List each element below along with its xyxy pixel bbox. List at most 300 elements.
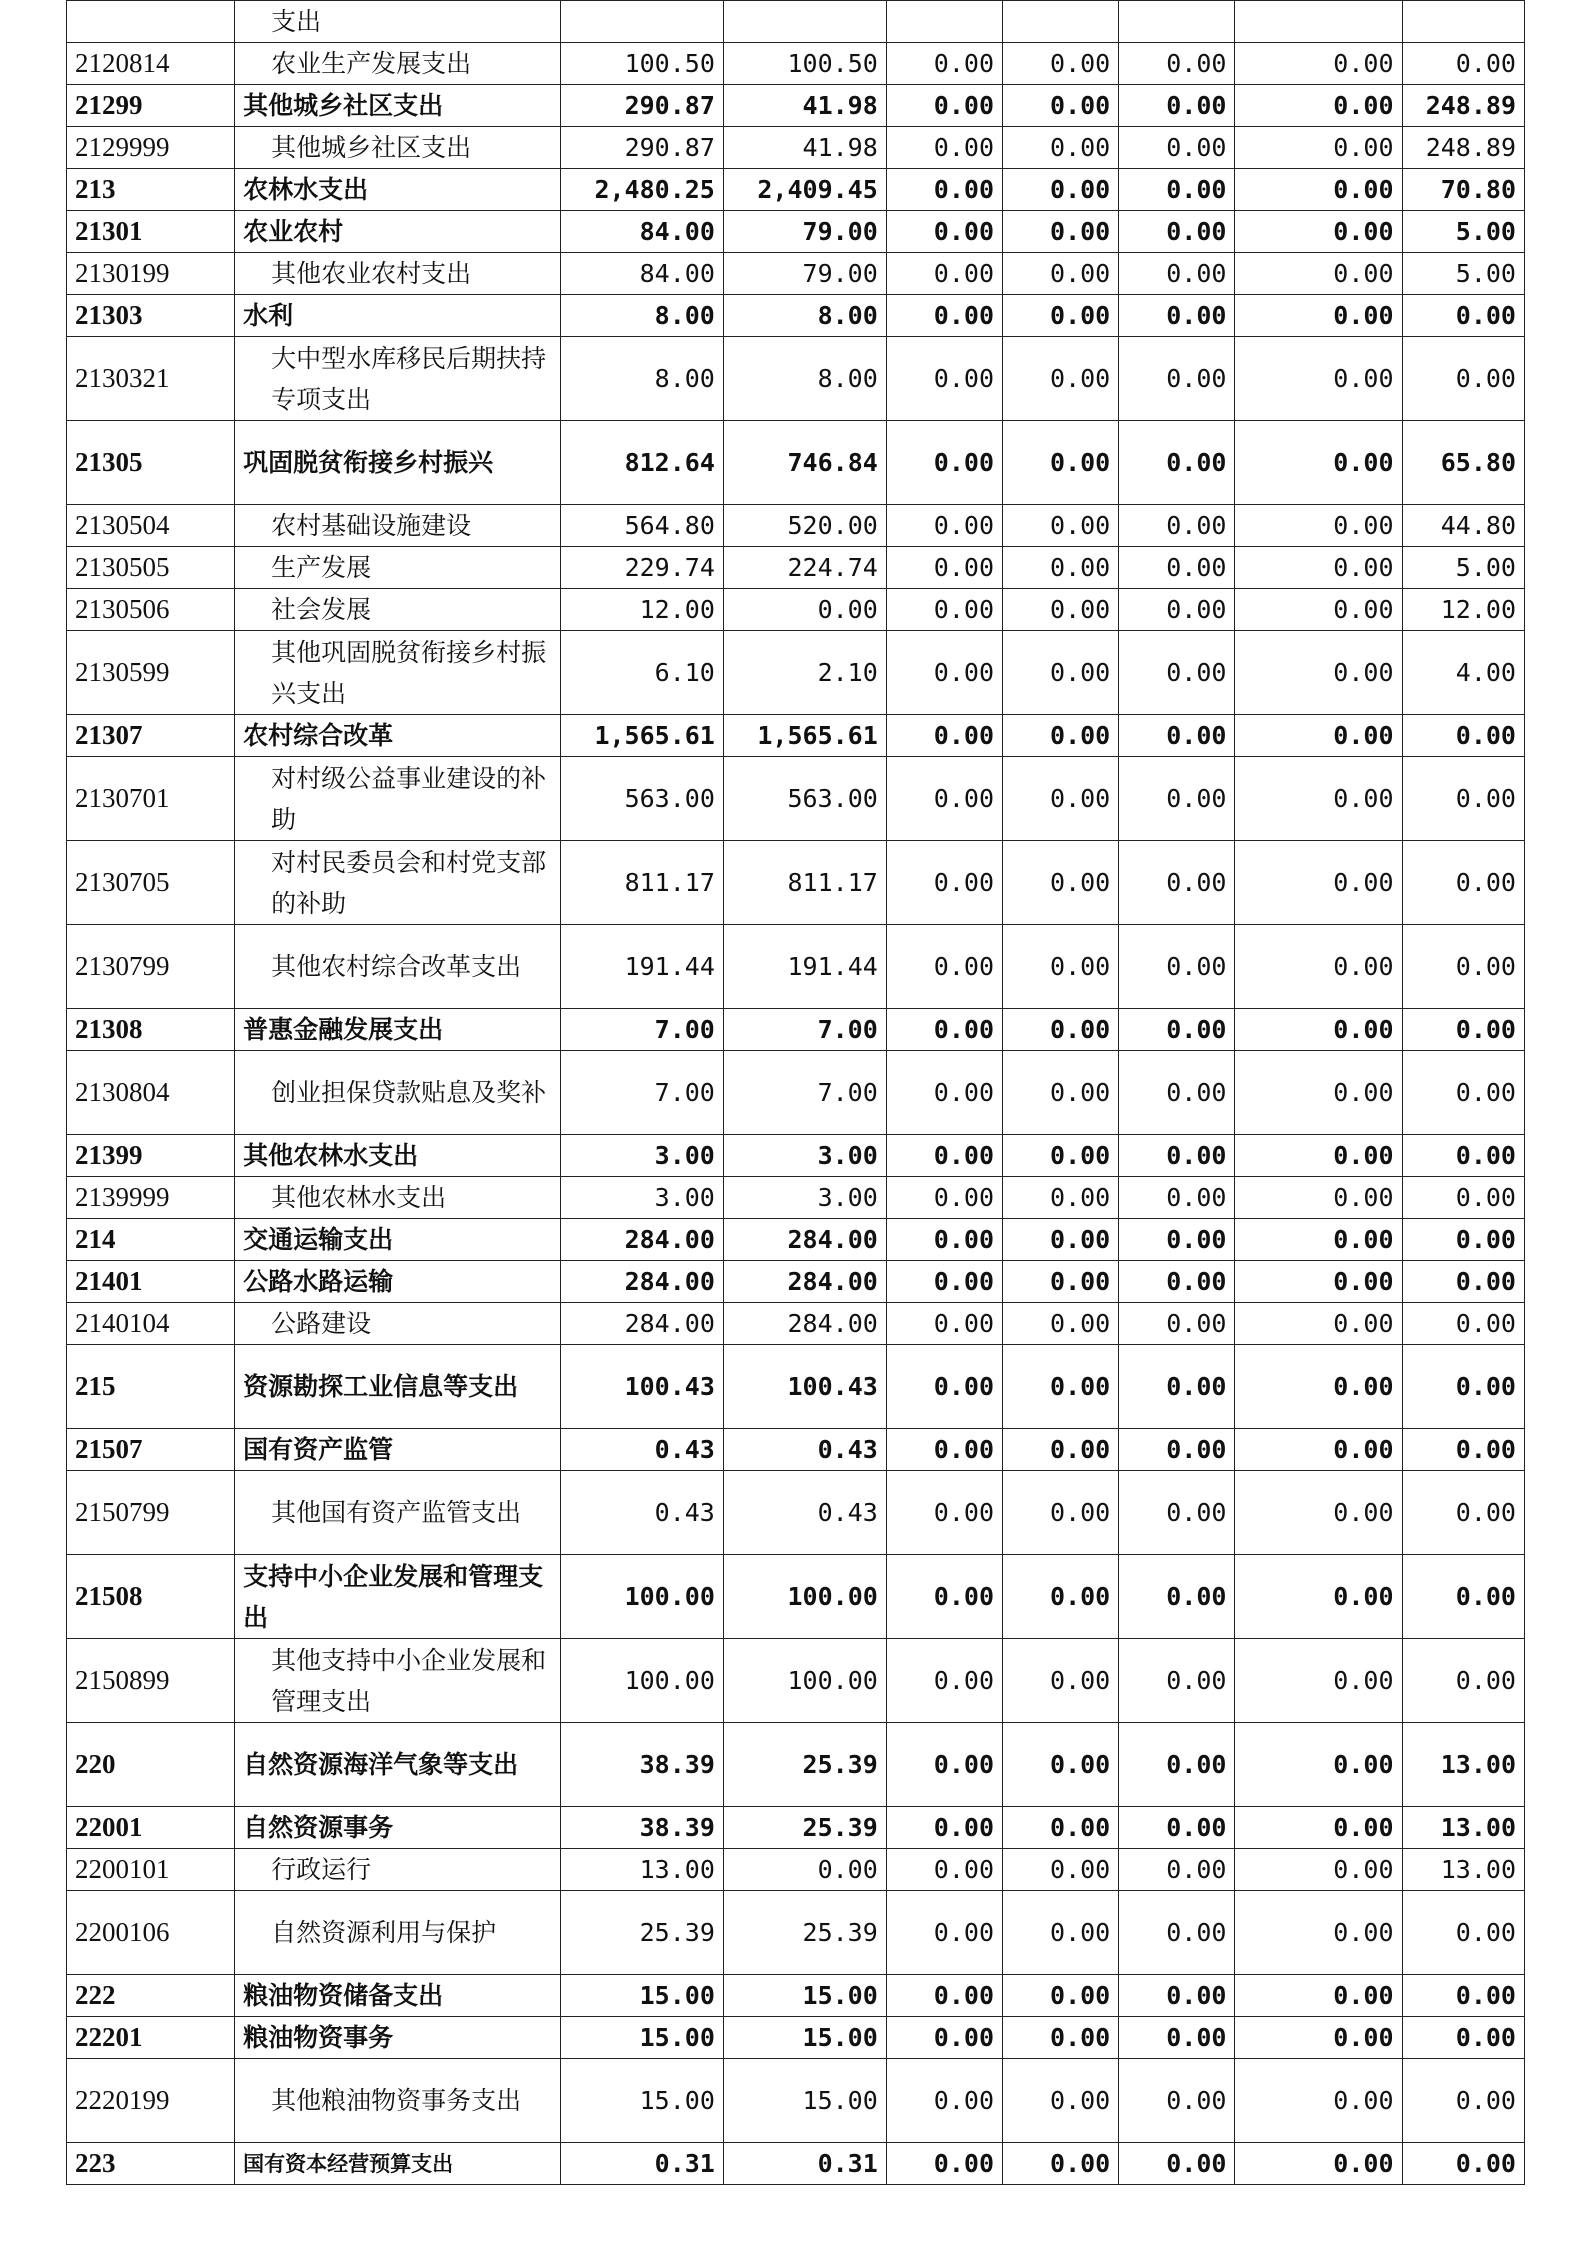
table-row (67, 715, 1525, 757)
table-row (67, 1975, 1525, 2017)
row-code: 21401 (67, 1261, 235, 1303)
cell-col7: 0.00 (1402, 1261, 1524, 1303)
cell-col6: 0.00 (1235, 1807, 1402, 1849)
cell-col2: 41.98 (723, 85, 886, 127)
table-row (67, 1177, 1525, 1219)
cell-col2: 0.00 (723, 589, 886, 631)
row-code: 2150899 (67, 1639, 235, 1723)
cell-col4: 0.00 (1003, 421, 1119, 505)
table-row (67, 421, 1525, 505)
cell-col7: 0.00 (1402, 1891, 1524, 1975)
cell-col2: 15.00 (723, 2059, 886, 2143)
cell-col5: 0.00 (1119, 127, 1235, 169)
cell-col2: 563.00 (723, 757, 886, 841)
row-code: 2200106 (67, 1891, 235, 1975)
cell-col3: 0.00 (886, 1471, 1002, 1555)
cell-col6 (1235, 1, 1402, 43)
cell-col5: 0.00 (1119, 1219, 1235, 1261)
cell-col6: 0.00 (1235, 1429, 1402, 1471)
cell-col2: 191.44 (723, 925, 886, 1009)
cell-col2: 284.00 (723, 1219, 886, 1261)
table-row (67, 547, 1525, 589)
table-row (67, 841, 1525, 925)
cell-col7: 44.80 (1402, 505, 1524, 547)
cell-col6: 0.00 (1235, 1345, 1402, 1429)
cell-col3: 0.00 (886, 1303, 1002, 1345)
cell-col2: 0.31 (723, 2143, 886, 2185)
cell-col4: 0.00 (1003, 589, 1119, 631)
cell-col2: 100.50 (723, 43, 886, 85)
row-code: 21301 (67, 211, 235, 253)
row-name: 其他国有资产监管支出 (235, 1471, 561, 1555)
cell-total: 15.00 (560, 2017, 723, 2059)
cell-col5: 0.00 (1119, 337, 1235, 421)
cell-total: 100.00 (560, 1555, 723, 1639)
cell-col6: 0.00 (1235, 1177, 1402, 1219)
row-name: 农业农村 (235, 211, 561, 253)
cell-col5: 0.00 (1119, 2059, 1235, 2143)
cell-col4: 0.00 (1003, 1471, 1119, 1555)
row-name: 粮油物资事务 (235, 2017, 561, 2059)
cell-col5: 0.00 (1119, 1975, 1235, 2017)
row-name: 公路水路运输 (235, 1261, 561, 1303)
cell-total: 563.00 (560, 757, 723, 841)
cell-total: 564.80 (560, 505, 723, 547)
cell-total: 13.00 (560, 1849, 723, 1891)
row-name: 自然资源利用与保护 (235, 1891, 561, 1975)
cell-col2: 2,409.45 (723, 169, 886, 211)
cell-col6: 0.00 (1235, 43, 1402, 85)
row-name: 资源勘探工业信息等支出 (235, 1345, 561, 1429)
cell-col7: 5.00 (1402, 253, 1524, 295)
cell-col4: 0.00 (1003, 211, 1119, 253)
cell-col3: 0.00 (886, 925, 1002, 1009)
cell-col3: 0.00 (886, 547, 1002, 589)
cell-total: 8.00 (560, 337, 723, 421)
cell-col7 (1402, 1, 1524, 43)
row-name: 对村级公益事业建设的补助 (235, 757, 561, 841)
cell-col7: 0.00 (1402, 1345, 1524, 1429)
table-row (67, 925, 1525, 1009)
row-code: 2130799 (67, 925, 235, 1009)
cell-col2: 8.00 (723, 295, 886, 337)
cell-col2: 8.00 (723, 337, 886, 421)
row-code: 2120814 (67, 43, 235, 85)
cell-col4: 0.00 (1003, 1345, 1119, 1429)
cell-col5: 0.00 (1119, 1555, 1235, 1639)
table-row (67, 1471, 1525, 1555)
cell-total: 284.00 (560, 1219, 723, 1261)
cell-col5: 0.00 (1119, 1849, 1235, 1891)
cell-col5: 0.00 (1119, 841, 1235, 925)
cell-col6: 0.00 (1235, 85, 1402, 127)
row-name: 其他巩固脱贫衔接乡村振兴支出 (235, 631, 561, 715)
table-row (67, 1723, 1525, 1807)
cell-col7: 0.00 (1402, 1219, 1524, 1261)
cell-col7: 13.00 (1402, 1723, 1524, 1807)
row-name: 大中型水库移民后期扶持专项支出 (235, 337, 561, 421)
cell-col3: 0.00 (886, 253, 1002, 295)
cell-col6: 0.00 (1235, 925, 1402, 1009)
cell-col3: 0.00 (886, 1807, 1002, 1849)
cell-col4: 0.00 (1003, 1429, 1119, 1471)
cell-col5: 0.00 (1119, 253, 1235, 295)
cell-col2: 284.00 (723, 1303, 886, 1345)
cell-total: 812.64 (560, 421, 723, 505)
cell-col2: 1,565.61 (723, 715, 886, 757)
cell-col3: 0.00 (886, 2017, 1002, 2059)
cell-total: 284.00 (560, 1303, 723, 1345)
cell-col4: 0.00 (1003, 1807, 1119, 1849)
cell-total: 38.39 (560, 1807, 723, 1849)
row-name: 公路建设 (235, 1303, 561, 1345)
cell-col4: 0.00 (1003, 85, 1119, 127)
cell-col5: 0.00 (1119, 1471, 1235, 1555)
cell-total: 811.17 (560, 841, 723, 925)
cell-col7: 0.00 (1402, 1051, 1524, 1135)
cell-col4: 0.00 (1003, 1261, 1119, 1303)
cell-total: 8.00 (560, 295, 723, 337)
cell-total: 290.87 (560, 85, 723, 127)
table-row (67, 337, 1525, 421)
row-name: 农业生产发展支出 (235, 43, 561, 85)
cell-col7: 12.00 (1402, 589, 1524, 631)
cell-col3: 0.00 (886, 1723, 1002, 1807)
cell-col6: 0.00 (1235, 1471, 1402, 1555)
cell-col5: 0.00 (1119, 1891, 1235, 1975)
cell-col7: 0.00 (1402, 841, 1524, 925)
row-code: 21307 (67, 715, 235, 757)
cell-total: 6.10 (560, 631, 723, 715)
cell-col2: 284.00 (723, 1261, 886, 1303)
cell-col7: 0.00 (1402, 1009, 1524, 1051)
cell-col4: 0.00 (1003, 1135, 1119, 1177)
cell-col7: 0.00 (1402, 1975, 1524, 2017)
row-code: 220 (67, 1723, 235, 1807)
cell-col3: 0.00 (886, 1639, 1002, 1723)
row-name: 行政运行 (235, 1849, 561, 1891)
row-code: 2130701 (67, 757, 235, 841)
cell-col3: 0.00 (886, 85, 1002, 127)
cell-total: 100.00 (560, 1639, 723, 1723)
cell-total: 15.00 (560, 1975, 723, 2017)
cell-col7: 0.00 (1402, 2143, 1524, 2185)
cell-col3: 0.00 (886, 631, 1002, 715)
table-row (67, 589, 1525, 631)
cell-total: 2,480.25 (560, 169, 723, 211)
cell-col2: 0.43 (723, 1429, 886, 1471)
cell-total: 0.31 (560, 2143, 723, 2185)
table-row (67, 295, 1525, 337)
row-code: 2130321 (67, 337, 235, 421)
cell-col4: 0.00 (1003, 1975, 1119, 2017)
table-row (67, 1429, 1525, 1471)
table-row (67, 1261, 1525, 1303)
cell-col4: 0.00 (1003, 1177, 1119, 1219)
cell-col6: 0.00 (1235, 2017, 1402, 2059)
cell-col6: 0.00 (1235, 211, 1402, 253)
row-code: 2150799 (67, 1471, 235, 1555)
cell-col3: 0.00 (886, 295, 1002, 337)
cell-col4: 0.00 (1003, 1849, 1119, 1891)
row-code: 21305 (67, 421, 235, 505)
row-code: 22201 (67, 2017, 235, 2059)
row-name: 粮油物资储备支出 (235, 1975, 561, 2017)
cell-col3: 0.00 (886, 1009, 1002, 1051)
row-name: 生产发展 (235, 547, 561, 589)
cell-col3: 0.00 (886, 169, 1002, 211)
cell-col3: 0.00 (886, 757, 1002, 841)
cell-col7: 0.00 (1402, 1303, 1524, 1345)
row-code: 2130199 (67, 253, 235, 295)
cell-col5: 0.00 (1119, 1009, 1235, 1051)
cell-col5: 0.00 (1119, 1177, 1235, 1219)
cell-col3: 0.00 (886, 43, 1002, 85)
cell-col5: 0.00 (1119, 85, 1235, 127)
row-code: 2139999 (67, 1177, 235, 1219)
row-code: 2130599 (67, 631, 235, 715)
cell-col6: 0.00 (1235, 253, 1402, 295)
cell-col6: 0.00 (1235, 295, 1402, 337)
budget-table (66, 0, 1525, 2185)
row-code: 214 (67, 1219, 235, 1261)
cell-col5: 0.00 (1119, 421, 1235, 505)
cell-col6: 0.00 (1235, 1303, 1402, 1345)
cell-col7: 0.00 (1402, 1177, 1524, 1219)
cell-col2: 811.17 (723, 841, 886, 925)
cell-total: 15.00 (560, 2059, 723, 2143)
cell-col5: 0.00 (1119, 295, 1235, 337)
table-row (67, 253, 1525, 295)
cell-col6: 0.00 (1235, 1975, 1402, 2017)
table-row (67, 2017, 1525, 2059)
cell-col5: 0.00 (1119, 169, 1235, 211)
cell-total: 84.00 (560, 253, 723, 295)
row-code: 2130705 (67, 841, 235, 925)
row-name: 支持中小企业发展和管理支出 (235, 1555, 561, 1639)
cell-col2: 520.00 (723, 505, 886, 547)
cell-col5: 0.00 (1119, 1303, 1235, 1345)
row-code: 21308 (67, 1009, 235, 1051)
cell-col4: 0.00 (1003, 253, 1119, 295)
cell-col5: 0.00 (1119, 1135, 1235, 1177)
cell-col7: 0.00 (1402, 43, 1524, 85)
table-row (67, 1135, 1525, 1177)
row-name: 其他城乡社区支出 (235, 127, 561, 169)
row-name: 其他农业农村支出 (235, 253, 561, 295)
cell-col3: 0.00 (886, 127, 1002, 169)
row-name: 水利 (235, 295, 561, 337)
cell-col5: 0.00 (1119, 211, 1235, 253)
cell-col7: 4.00 (1402, 631, 1524, 715)
cell-col2: 0.43 (723, 1471, 886, 1555)
row-name: 普惠金融发展支出 (235, 1009, 561, 1051)
cell-col3: 0.00 (886, 589, 1002, 631)
table-row (67, 1891, 1525, 1975)
row-code: 2140104 (67, 1303, 235, 1345)
cell-col7: 5.00 (1402, 211, 1524, 253)
cell-col2: 3.00 (723, 1177, 886, 1219)
table-row (67, 43, 1525, 85)
cell-col4: 0.00 (1003, 1639, 1119, 1723)
cell-col6: 0.00 (1235, 337, 1402, 421)
cell-col5: 0.00 (1119, 2017, 1235, 2059)
cell-col7: 70.80 (1402, 169, 1524, 211)
cell-total: 0.43 (560, 1429, 723, 1471)
cell-col7: 13.00 (1402, 1807, 1524, 1849)
cell-col5: 0.00 (1119, 1639, 1235, 1723)
cell-col7: 0.00 (1402, 925, 1524, 1009)
cell-col6: 0.00 (1235, 127, 1402, 169)
cell-col6: 0.00 (1235, 1219, 1402, 1261)
table-row (67, 1555, 1525, 1639)
row-code: 223 (67, 2143, 235, 2185)
cell-col5: 0.00 (1119, 1429, 1235, 1471)
cell-total: 290.87 (560, 127, 723, 169)
cell-col5 (1119, 1, 1235, 43)
cell-col3: 0.00 (886, 841, 1002, 925)
row-code: 222 (67, 1975, 235, 2017)
cell-col4: 0.00 (1003, 337, 1119, 421)
cell-col3: 0.00 (886, 2143, 1002, 2185)
budget-page (66, 0, 1525, 2185)
table-row (67, 631, 1525, 715)
cell-col3: 0.00 (886, 1219, 1002, 1261)
row-code: 2130505 (67, 547, 235, 589)
cell-col7: 65.80 (1402, 421, 1524, 505)
row-code: 2200101 (67, 1849, 235, 1891)
cell-total: 3.00 (560, 1177, 723, 1219)
cell-col2: 7.00 (723, 1009, 886, 1051)
table-row (67, 1807, 1525, 1849)
cell-col7: 0.00 (1402, 1135, 1524, 1177)
row-name: 农村综合改革 (235, 715, 561, 757)
row-name: 交通运输支出 (235, 1219, 561, 1261)
row-name: 农林水支出 (235, 169, 561, 211)
table-row (67, 1303, 1525, 1345)
cell-col4: 0.00 (1003, 1723, 1119, 1807)
row-code: 2130504 (67, 505, 235, 547)
cell-total: 284.00 (560, 1261, 723, 1303)
cell-col4: 0.00 (1003, 2017, 1119, 2059)
cell-col3: 0.00 (886, 1555, 1002, 1639)
cell-col4: 0.00 (1003, 505, 1119, 547)
cell-col7: 0.00 (1402, 1555, 1524, 1639)
cell-col3: 0.00 (886, 715, 1002, 757)
cell-col6: 0.00 (1235, 547, 1402, 589)
cell-col7: 248.89 (1402, 85, 1524, 127)
cell-col3: 0.00 (886, 337, 1002, 421)
cell-col3: 0.00 (886, 505, 1002, 547)
row-code: 215 (67, 1345, 235, 1429)
cell-col4 (1003, 1, 1119, 43)
row-code: 21507 (67, 1429, 235, 1471)
cell-col2: 100.00 (723, 1555, 886, 1639)
cell-col3: 0.00 (886, 421, 1002, 505)
row-code (67, 1, 235, 43)
cell-col5: 0.00 (1119, 715, 1235, 757)
cell-col6: 0.00 (1235, 1639, 1402, 1723)
row-name: 支出 (235, 1, 561, 43)
cell-col3: 0.00 (886, 1975, 1002, 2017)
cell-col7: 0.00 (1402, 295, 1524, 337)
cell-col7: 0.00 (1402, 715, 1524, 757)
cell-col5: 0.00 (1119, 589, 1235, 631)
cell-col7: 248.89 (1402, 127, 1524, 169)
cell-col3: 0.00 (886, 1891, 1002, 1975)
cell-col3: 0.00 (886, 211, 1002, 253)
row-code: 2129999 (67, 127, 235, 169)
cell-col4: 0.00 (1003, 2059, 1119, 2143)
cell-total: 100.50 (560, 43, 723, 85)
cell-col2: 100.43 (723, 1345, 886, 1429)
cell-total: 84.00 (560, 211, 723, 253)
cell-col2: 25.39 (723, 1723, 886, 1807)
cell-total: 100.43 (560, 1345, 723, 1429)
cell-col4: 0.00 (1003, 1555, 1119, 1639)
row-name: 巩固脱贫衔接乡村振兴 (235, 421, 561, 505)
table-row (67, 1639, 1525, 1723)
table-row (67, 211, 1525, 253)
cell-col6: 0.00 (1235, 1723, 1402, 1807)
cell-col4: 0.00 (1003, 1303, 1119, 1345)
table-row (67, 1, 1525, 43)
cell-total: 25.39 (560, 1891, 723, 1975)
cell-col6: 0.00 (1235, 1135, 1402, 1177)
cell-col2: 25.39 (723, 1807, 886, 1849)
row-code: 21303 (67, 295, 235, 337)
row-code: 21508 (67, 1555, 235, 1639)
cell-col6: 0.00 (1235, 1555, 1402, 1639)
cell-col3: 0.00 (886, 1135, 1002, 1177)
table-row (67, 2143, 1525, 2185)
table-row (67, 2059, 1525, 2143)
cell-col5: 0.00 (1119, 547, 1235, 589)
cell-col4: 0.00 (1003, 757, 1119, 841)
row-name: 社会发展 (235, 589, 561, 631)
cell-total: 229.74 (560, 547, 723, 589)
cell-col4: 0.00 (1003, 715, 1119, 757)
cell-col7: 0.00 (1402, 2059, 1524, 2143)
cell-total: 12.00 (560, 589, 723, 631)
cell-col2: 746.84 (723, 421, 886, 505)
cell-col7: 0.00 (1402, 1471, 1524, 1555)
row-name: 其他支持中小企业发展和管理支出 (235, 1639, 561, 1723)
row-name: 其他农林水支出 (235, 1177, 561, 1219)
cell-col3: 0.00 (886, 1051, 1002, 1135)
table-row (67, 1345, 1525, 1429)
cell-col4: 0.00 (1003, 43, 1119, 85)
cell-col2 (723, 1, 886, 43)
table-row (67, 505, 1525, 547)
table-row (67, 85, 1525, 127)
row-name: 其他粮油物资事务支出 (235, 2059, 561, 2143)
row-name: 国有资本经营预算支出 (235, 2143, 561, 2185)
cell-col6: 0.00 (1235, 1261, 1402, 1303)
cell-total: 0.43 (560, 1471, 723, 1555)
cell-col4: 0.00 (1003, 1051, 1119, 1135)
cell-col5: 0.00 (1119, 2143, 1235, 2185)
cell-col6: 0.00 (1235, 2143, 1402, 2185)
cell-col3 (886, 1, 1002, 43)
cell-col4: 0.00 (1003, 1219, 1119, 1261)
cell-col4: 0.00 (1003, 295, 1119, 337)
cell-col6: 0.00 (1235, 1009, 1402, 1051)
cell-col6: 0.00 (1235, 505, 1402, 547)
cell-col2: 2.10 (723, 631, 886, 715)
cell-total: 7.00 (560, 1051, 723, 1135)
row-name: 其他农村综合改革支出 (235, 925, 561, 1009)
